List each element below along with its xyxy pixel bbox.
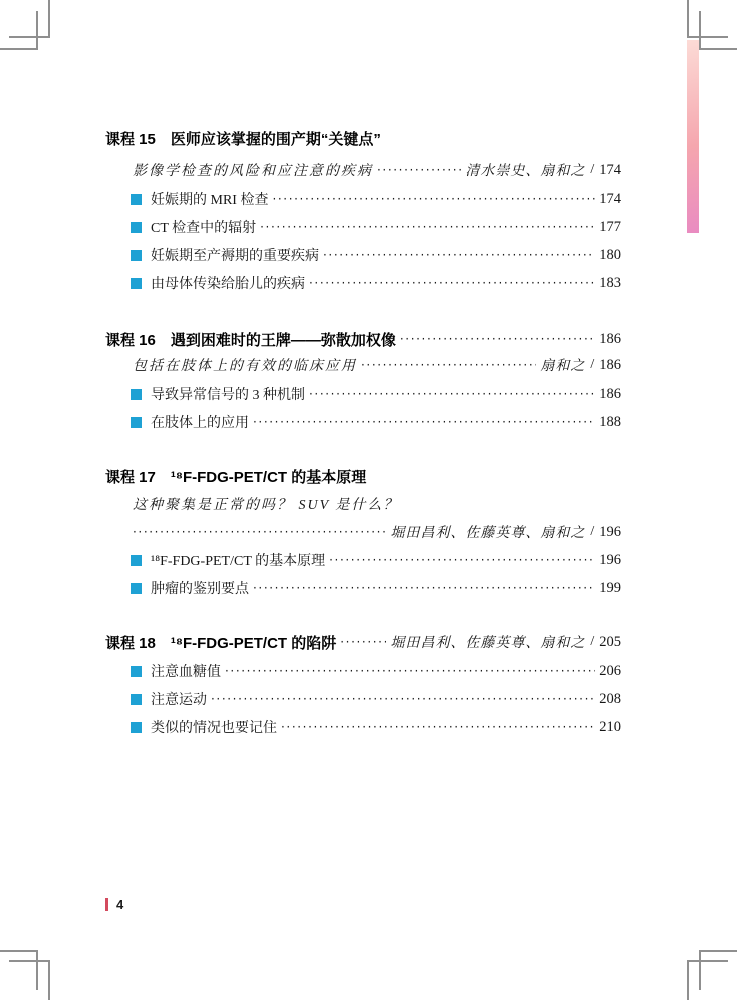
page-number: 188	[599, 413, 621, 430]
item-title: 注意运动	[151, 693, 207, 708]
toc-item-row	[105, 550, 621, 570]
crop-mark	[48, 960, 50, 1000]
chapter-label: 课程 16	[105, 331, 156, 349]
item-title: 类似的情况也要记住	[151, 721, 277, 736]
page-separator: /	[590, 524, 595, 539]
item-title: 由母体传染给胎儿的疾病	[151, 277, 305, 292]
page-number: 196	[599, 551, 621, 568]
crop-mark	[687, 960, 689, 1000]
crop-mark	[36, 950, 38, 990]
chapter-subtitle-line	[105, 494, 621, 514]
item-title: CT 检查中的辐射	[151, 221, 257, 236]
crop-mark	[699, 11, 701, 50]
dot-leader	[253, 415, 595, 429]
item-title: 肿瘤的鉴别要点	[151, 582, 249, 597]
authors: 扇和之	[540, 359, 586, 374]
chapter-label: 课程 15	[105, 130, 156, 148]
author-line-text: 影像学检查的风险和应注意的疾病	[133, 164, 373, 179]
dot-leader	[309, 387, 595, 401]
page-number: 199	[599, 579, 621, 596]
bullet-square-icon	[131, 417, 142, 428]
crop-mark	[699, 950, 701, 990]
crop-mark	[699, 48, 737, 50]
page-number: 174	[599, 161, 621, 178]
page-edge-accent-bar	[687, 40, 699, 233]
bullet-square-icon	[131, 250, 142, 261]
crop-mark	[9, 960, 50, 962]
toc-item-row	[105, 384, 621, 404]
bullet-square-icon	[131, 278, 142, 289]
page-number: 183	[599, 274, 621, 291]
toc-item-row	[105, 412, 621, 432]
footer-tick-icon	[105, 898, 108, 911]
dot-leader	[329, 553, 595, 567]
chapter-author-line	[105, 522, 621, 542]
dot-leader	[225, 664, 595, 678]
item-title: 导致异常信号的 3 种机制	[151, 388, 305, 403]
item-title: 注意血糖值	[151, 665, 221, 680]
chapter-title: ¹⁸F-FDG-PET/CT 的基本原理	[170, 468, 367, 486]
chapter-title: 遇到困难时的王牌——弥散加权像	[170, 331, 396, 349]
toc-item-row	[105, 578, 621, 598]
crop-mark	[699, 950, 737, 952]
dot-leader	[323, 248, 595, 262]
authors: 堀田昌利、佐藤英尊、扇和之	[390, 636, 586, 651]
dot-leader	[377, 163, 461, 177]
bullet-square-icon	[131, 389, 142, 400]
page-number: 180	[599, 246, 621, 263]
page-number: 186	[599, 330, 621, 347]
chapter-heading	[105, 128, 621, 148]
chapter-label: 课程 18	[105, 634, 156, 652]
crop-mark	[687, 0, 689, 38]
crop-mark	[687, 36, 728, 38]
dot-leader	[340, 635, 386, 649]
toc-item-row	[105, 245, 621, 265]
bullet-square-icon	[131, 194, 142, 205]
dot-leader	[211, 692, 595, 706]
crop-mark	[48, 0, 50, 38]
item-title: 妊娠期至产褥期的重要疾病	[151, 249, 319, 264]
subtitle-text: 这种聚集是正常的吗？ SUV 是什么？	[133, 498, 400, 513]
dot-leader	[133, 525, 386, 539]
toc-item-row	[105, 217, 621, 237]
page-number: 210	[599, 718, 621, 735]
page-number: 177	[599, 218, 621, 235]
toc-item-row	[105, 717, 621, 737]
page-number: 208	[599, 690, 621, 707]
page-number: 186	[599, 356, 621, 373]
item-title: 在肢体上的应用	[151, 416, 249, 431]
dot-leader	[361, 358, 536, 372]
page-separator: /	[590, 162, 595, 177]
chapter-title: ¹⁸F-FDG-PET/CT 的陷阱	[170, 634, 337, 652]
bullet-square-icon	[131, 583, 142, 594]
item-title: 妊娠期的 MRI 检查	[151, 193, 269, 208]
toc-item-row	[105, 273, 621, 293]
item-title: ¹⁸F-FDG-PET/CT 的基本原理	[151, 554, 326, 569]
chapter-author-line	[105, 355, 621, 375]
crop-mark	[36, 11, 38, 50]
bullet-square-icon	[131, 222, 142, 233]
bullet-square-icon	[131, 694, 142, 705]
dot-leader	[253, 581, 595, 595]
dot-leader	[309, 276, 595, 290]
page-separator: /	[590, 357, 595, 372]
bullet-square-icon	[131, 666, 142, 677]
author-line-text: 包括在肢体上的有效的临床应用	[133, 359, 357, 374]
authors: 清水崇史、扇和之	[465, 164, 586, 179]
folio-page-number: 4	[116, 896, 124, 912]
bullet-square-icon	[131, 722, 142, 733]
chapter-label: 课程 17	[105, 468, 156, 486]
chapter-heading	[105, 329, 621, 349]
crop-mark	[0, 48, 38, 50]
page-number: 174	[599, 190, 621, 207]
bullet-square-icon	[131, 555, 142, 566]
chapter-author-line	[105, 160, 621, 180]
page-number: 206	[599, 662, 621, 679]
chapter-title: 医师应该掌握的围产期“关键点”	[170, 130, 381, 148]
toc-item-row	[105, 189, 621, 209]
dot-leader	[281, 720, 595, 734]
dot-leader	[400, 332, 595, 346]
crop-mark	[687, 960, 728, 962]
page-separator: /	[590, 634, 595, 649]
page-number: 196	[599, 523, 621, 540]
crop-mark	[9, 36, 50, 38]
chapter-heading	[105, 466, 621, 486]
chapter-heading	[105, 632, 621, 652]
authors: 堀田昌利、佐藤英尊、扇和之	[390, 526, 586, 541]
toc-item-row	[105, 689, 621, 709]
page-number: 205	[599, 633, 621, 650]
dot-leader	[260, 220, 595, 234]
dot-leader	[272, 192, 595, 206]
page-number: 186	[599, 385, 621, 402]
page-footer	[105, 896, 123, 912]
crop-mark	[0, 950, 38, 952]
toc-item-row	[105, 661, 621, 681]
